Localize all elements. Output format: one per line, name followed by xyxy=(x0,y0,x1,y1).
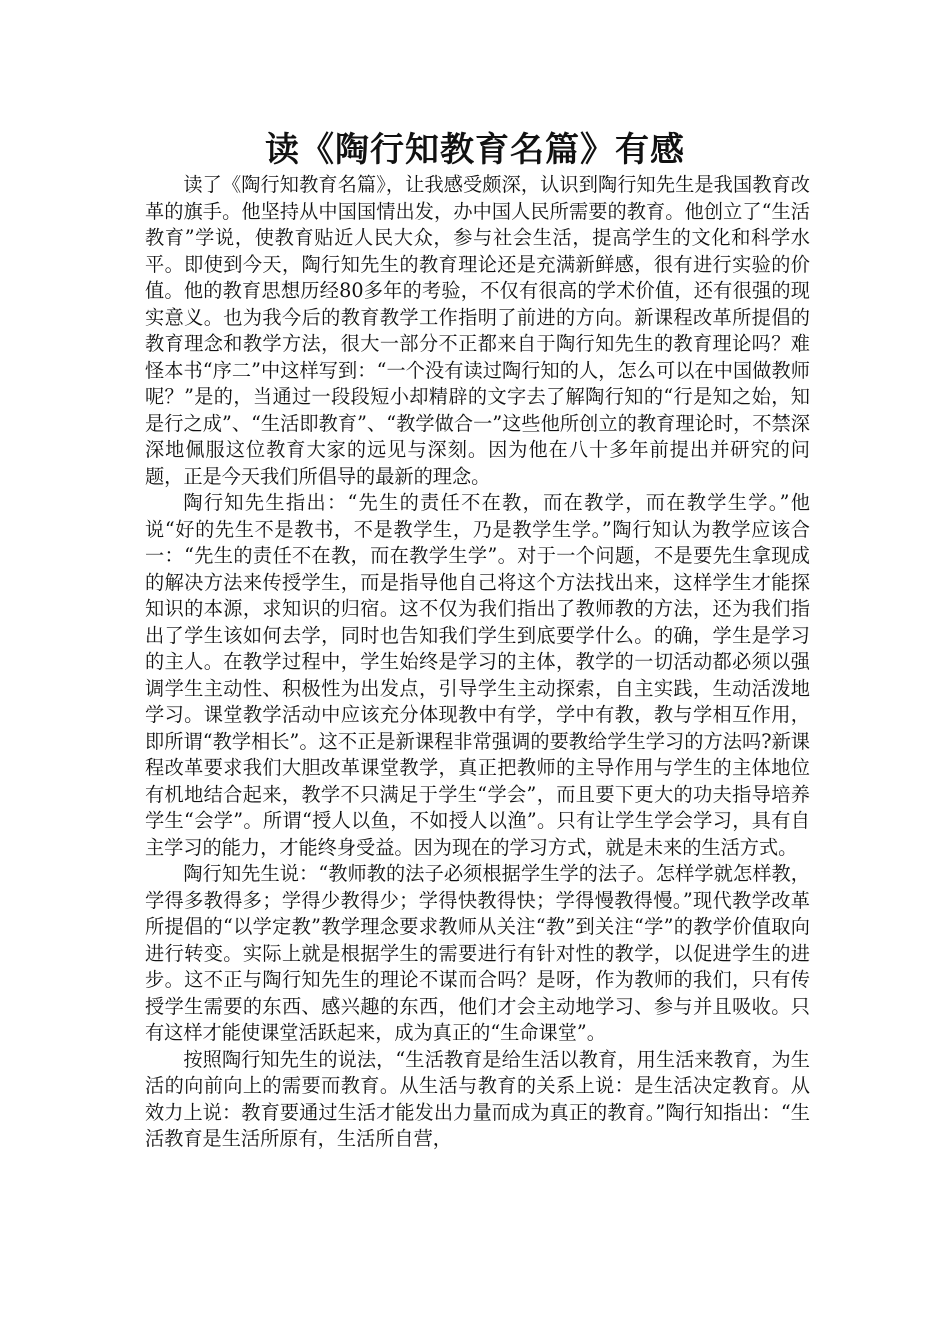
document-title: 读《陶行知教育名篇》有感 xyxy=(265,130,685,170)
document-body xyxy=(145,172,810,1153)
paragraph: 读了《陶行知教育名篇》，让我感受颇深，认识到陶行知先生是我国教育改革的旗手。他坚持从中国国情出发，办中国人民所需要的教育。他创立了“生活教育”学说，使教育贴近人民大众，参与社会生活，提高学生的文化和科学水平。即使到今天，陶行知先生的教育理论还是充满新鲜感，很有进行实验的价值。他的教育思想历经80多年的考验，不仅有很高的学术价值，还有很强的现实意义。也为我今后的教育教学工作指明了前进的方向。新课程改革所提倡的教育理念和教学方法，很大一部分不正都来自于陶行知先生的教育理论吗？难怪本书“序二”中这样写到：“一个没有读过陶行知的人，怎么可以在中国做教师呢？”是的，当通过一段段短小却精辟的文字去了解陶行知的“行是知之始，知是行之成”、“生活即教育”、“教学做合一”这些他所创立的教育理论时，不禁深深地佩服这位教育大家的远见与深刻。因为他在八十多年前提出并研究的问题，正是今天我们所倡导的最新的理念。 xyxy=(145,173,810,488)
paragraph: 陶行知先生说：“教师教的法子必须根据学生学的法子。怎样学就怎样教，学得多教得多；学得少教得少；学得快教得快；学得慢教得慢。”现代教学改革所提倡的“以学定教”教学理念要求教师从关注“教”到关注“学”的教学价值取向进行转变。实际上就是根据学生的需要进行有针对性的教学，以促进学生的进步。这不正与陶行知先生的理论不谋而合吗？是呀，作为教师的我们，只有传授学生需要的东西、感兴趣的东西，他们才会主动地学习、参与并且吸收。只有这样才能使课堂活跃起来，成为真正的“生命课堂”。 xyxy=(145,862,810,1044)
paragraph: 陶行知先生指出：“先生的责任不在教，而在教学，而在教学生学。”他说“好的先生不是教书，不是教学生，乃是教学生学。”陶行知认为教学应该合一：“先生的责任不在教，而在教学生学”。对于一个问题，不是要先生拿现成的解决方法来传授学生，而是指导他自己将这个方法找出来，这样学生才能探知识的本源，求知识的归宿。这不仅为我们指出了教师教的方法，还为我们指出了学生该如何去学，同时也告知我们学生到底要学什么。的确，学生是学习的主人。在教学过程中，学生始终是学习的主体，教学的一切活动都必须以强调学生主动性、积极性为出发点，引导学生主动探索，自主实践，生动活泼地学习。课堂教学活动中应该充分体现教中有学，学中有教，教与学相互作用，即所谓“教学相长”。这不正是新课程非常强调的要教给学生学习的方法吗?新课程改革要求我们大胆改革课堂教学，真正把教师的主导作用与学生的主体地位有机地结合起来，教学不只满足于学生“学会”，而且要下更大的功夫指导培养学生“会学”。所谓“授人以鱼，不如授人以渔”。只有让学生学会学习，具有自主学习的能力，才能终身受益。因为现在的学习方式，就是未来的生活方式。 xyxy=(145,491,810,859)
paragraph: 按照陶行知先生的说法，“生活教育是给生活以教育，用生活来教育，为生活的向前向上的需要而教育。从生活与教育的关系上说：是生活决定教育。从效力上说：教育要通过生活才能发出力量而成为真正的教育。”陶行知指出：“生活教育是生活所原有，生活所自营， xyxy=(145,1047,810,1150)
